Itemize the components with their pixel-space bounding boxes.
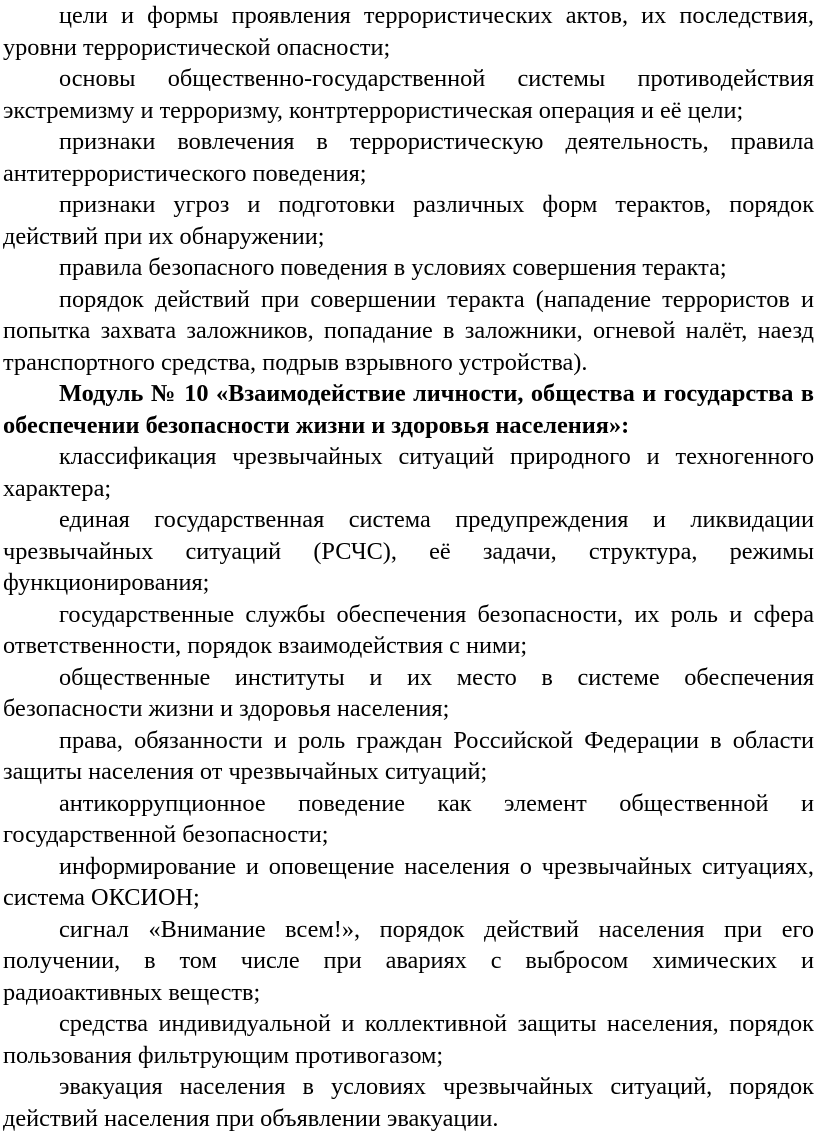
module-item-rschs: единая государственная система предупреждения и ликвидации чрезвычайных ситуаций (РСЧС), её задачи, структура, режимы функционирования; [3, 506, 814, 596]
module-item-attention-signal: сигнал «Внимание всем!», порядок действий населения при его получении, в том числе при авариях с выбросом химических и радиоактивных веществ; [3, 915, 814, 1006]
module-item-citizen-rights: права, обязанности и роль граждан Российской Федерации в области защиты населения от чрезвычайных ситуаций; [3, 726, 814, 785]
paragraph-safe-behavior: правила безопасного поведения в условиях совершения теракта; [59, 254, 727, 281]
module-item-evacuation: эвакуация населения в условиях чрезвычайных ситуаций, порядок действий населения при объявлении эвакуации. [3, 1073, 814, 1132]
paragraph-action-order: порядок действий при совершении теракта (нападение террористов и попытка захвата заложников, попадание в заложники, огневой налёт, наезд транспортного средства, подрыв взрывного устройства). [3, 285, 814, 376]
paragraph-threat-signs: признаки угроз и подготовки различных форм терактов, порядок действий при их обнаружении; [3, 191, 814, 250]
module-item-state-services: государственные службы обеспечения безопасности, их роль и сфера ответственности, порядок взаимодействия с ними; [3, 600, 814, 659]
paragraph-counter-terror-system: основы общественно-государственной системы противодействия экстремизму и терроризму, контртеррористическая операция и её цели; [3, 65, 814, 124]
module-item-anticorruption: антикоррупционное поведение как элемент общественной и государственной безопасности; [3, 789, 814, 848]
paragraph-terror-goals: цели и формы проявления террористических актов, их последствия, уровни террористической опасности; [3, 2, 814, 61]
paragraph-involvement-signs: признаки вовлечения в террористическую деятельность, правила антитеррористического поведения; [3, 128, 814, 187]
module-item-emergency-classification: классификация чрезвычайных ситуаций природного и техногенного характера; [3, 443, 814, 502]
module-heading: Модуль № 10 «Взаимодействие личности, общества и государства в обеспечении безопасности жизни и здоровья населения»: [3, 380, 814, 439]
module-item-public-institutions: общественные институты и их место в системе обеспечения безопасности жизни и здоровья населения; [3, 663, 814, 722]
module-item-oksion: информирование и оповещение населения о чрезвычайных ситуациях, система ОКСИОН; [3, 852, 814, 911]
module-item-protection-means: средства индивидуальной и коллективной защиты населения, порядок пользования фильтрующим противогазом; [3, 1010, 814, 1069]
